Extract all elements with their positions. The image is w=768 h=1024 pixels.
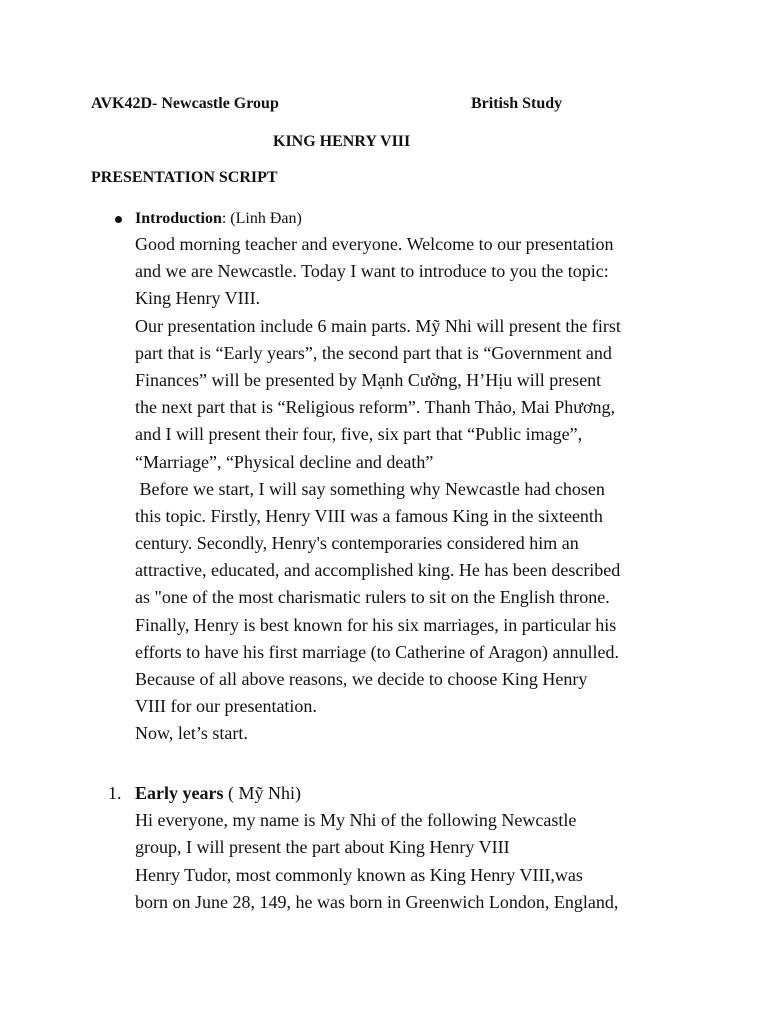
early-years-speaker: ( Mỹ Nhi) bbox=[223, 783, 301, 803]
text-line: as "one of the most charismatic rulers to sit on the English throne. bbox=[135, 587, 610, 608]
introduction-label: Introduction bbox=[135, 210, 222, 227]
early-years-body bbox=[135, 807, 711, 916]
bullet-icon bbox=[115, 216, 122, 223]
section-number: 1. bbox=[108, 783, 122, 803]
text-line: Henry Tudor, most commonly known as King Henry VIII,was bbox=[135, 864, 583, 885]
text-line: attractive, educated, and accomplished king. He has been described bbox=[135, 560, 621, 581]
text-line: this topic. Firstly, Henry VIII was a famous King in the sixteenth bbox=[135, 505, 603, 526]
text-line: the next part that is “Religious reform”. Thanh Thảo, Mai Phương, bbox=[135, 397, 616, 418]
early-years-heading bbox=[91, 780, 711, 807]
text-line: and we are Newcastle. Today I want to introduce to you the topic: bbox=[135, 261, 609, 282]
text-line: group, I will present the part about King Henry VIII bbox=[135, 837, 510, 858]
text-line: and I will present their four, five, six part that “Public image”, bbox=[135, 424, 583, 445]
text-line: Now, let’s start. bbox=[135, 723, 248, 744]
introduction-section bbox=[91, 208, 691, 748]
header-course-name: British Study bbox=[471, 95, 563, 112]
text-line: Because of all above reasons, we decide to choose King Henry bbox=[135, 669, 588, 689]
text-line: Hi everyone, my name is My Nhi of the following Newcastle bbox=[135, 810, 577, 831]
text-line: century. Secondly, Henry's contemporaries considered him an bbox=[135, 533, 579, 554]
text-line: Our presentation include 6 main parts. Mỹ Nhi will present the first bbox=[135, 315, 621, 336]
text-line: born on June 28, 149, he was born in Greenwich London, England, bbox=[135, 891, 619, 912]
text-line: efforts to have his first marriage (to Catherine of Aragon) annulled. bbox=[135, 641, 620, 662]
early-years-section bbox=[91, 780, 711, 916]
document-title: KING HENRY VIII bbox=[273, 133, 411, 150]
text-line: King Henry VIII. bbox=[135, 288, 261, 309]
text-line: VIII for our presentation. bbox=[135, 696, 317, 717]
text-line: part that is “Early years”, the second part that is “Government and bbox=[135, 342, 612, 363]
header-group-name: AVK42D- Newcastle Group bbox=[91, 95, 279, 112]
introduction-heading bbox=[91, 208, 691, 230]
text-line: Good morning teacher and everyone. Welcome to our presentation bbox=[135, 234, 614, 254]
section-title: PRESENTATION SCRIPT bbox=[91, 169, 278, 186]
introduction-speaker: : (Linh Đan) bbox=[221, 210, 302, 227]
text-line: Finances” will be presented by Mạnh Cường, H’Hịu will present bbox=[135, 369, 602, 390]
text-line: Before we start, I will say something why Newcastle had chosen bbox=[135, 478, 605, 499]
text-line: Finally, Henry is best known for his six marriages, in particular his bbox=[135, 614, 617, 635]
early-years-label: Early years bbox=[135, 783, 224, 803]
introduction-body bbox=[135, 231, 691, 748]
text-line: “Marriage”, “Physical decline and death” bbox=[135, 451, 434, 472]
